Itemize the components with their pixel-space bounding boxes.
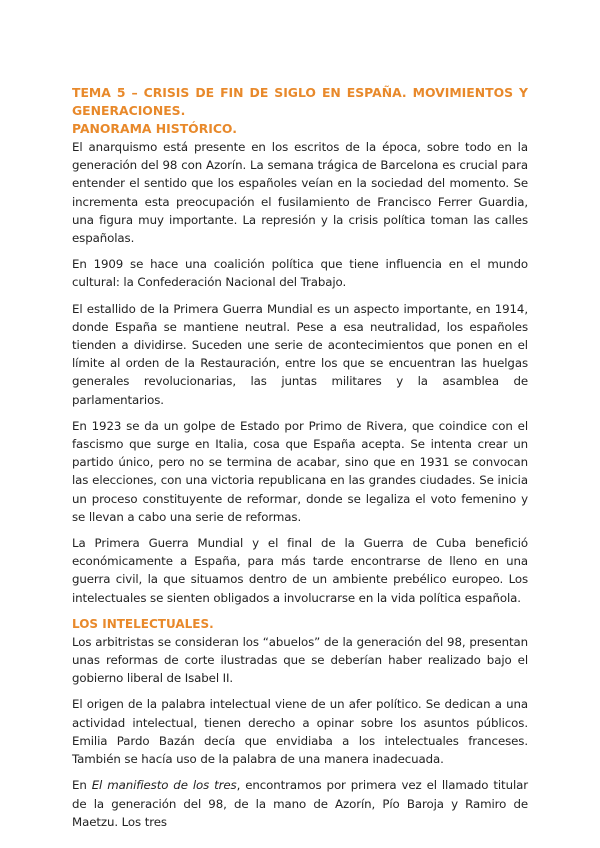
paragraph: El anarquismo está presente en los escritos de la época, sobre todo en la generación del 98 con Azorín. La semana trágica de Barcelona es crucial para entender el sentido que los españoles veían en la sociedad del momento. Se incrementa esta preocupación el fusilamiento de Francisco Ferrer Guardia, una figura muy importante. La represión y la crisis política toman las calles españolas. <box>72 140 528 246</box>
paragraph-text: , encontramos por primera vez el llamado titular de la generación del 98, de la mano de Azorín, Pío Baroja y Ramiro de Maetzu. Los tres <box>72 778 529 829</box>
page-title: TEMA 5 – CRISIS DE FIN DE SIGLO EN ESPAÑA. MOVIMIENTOS Y GENERACIONES. <box>72 85 528 118</box>
paragraph <box>72 776 528 831</box>
book-title: El manifiesto de los tres <box>91 778 237 793</box>
paragraph: En 1923 se da un golpe de Estado por Primo de Rivera, que coindice con el fascismo que surge en Italia, cosa que España acepta. Se intenta crear un partido único, pero no se termina de acabar, sino que en 1931 se convocan las elecciones, con una victoria republicana en las grandes ciudades. Se inicia un proceso constituyente de reformar, donde se legaliza el voto femenino y se llevan a cabo una serie de reformas. <box>72 418 528 524</box>
section-heading-panorama: PANORAMA HISTÓRICO. <box>72 121 237 136</box>
paragraph: El origen de la palabra intelectual viene de un afer político. Se dedican a una actividad intelectual, tienen derecho a opinar sobre los asuntos públicos. Emilia Pardo Bazán decía que envidiaba a los intelectuales franceses. También se hacía uso de la palabra de una manera inadecuada. <box>72 697 528 767</box>
paragraph-prefix: En <box>72 778 92 793</box>
paragraph: Los arbitristas se consideran los “abuelos” de la generación del 98, presentan unas reformas de corte ilustradas que se deberían haber realizado bajo el gobierno liberal de Isabel II. <box>72 634 528 686</box>
paragraph: El estallido de la Primera Guerra Mundial es un aspecto importante, en 1914, donde España se mantiene neutral. Pese a esa neutralidad, los españoles tienden a dividirse. Suceden une serie de acontecimientos que ponen en el límite al orden de la Restauración, entre los que se encuentran las huelgas generales revolucionarias, las juntas militares y la asamblea de parlamentarios. <box>72 301 528 407</box>
paragraph: La Primera Guerra Mundial y el final de la Guerra de Cuba benefició económicamente a España, para más tarde encontrarse de lleno en una guerra civil, la que situamos dentro de un ambiente prebélico europeo. Los intelectuales se sienten obligados a involucrarse en la vida política española. <box>72 536 528 605</box>
paragraph: En 1909 se hace una coalición política que tiene influencia en el mundo cultural: la Confederación Nacional del Trabajo. <box>72 257 528 290</box>
section-heading-intelectuales: LOS INTELECTUALES. <box>72 616 214 631</box>
